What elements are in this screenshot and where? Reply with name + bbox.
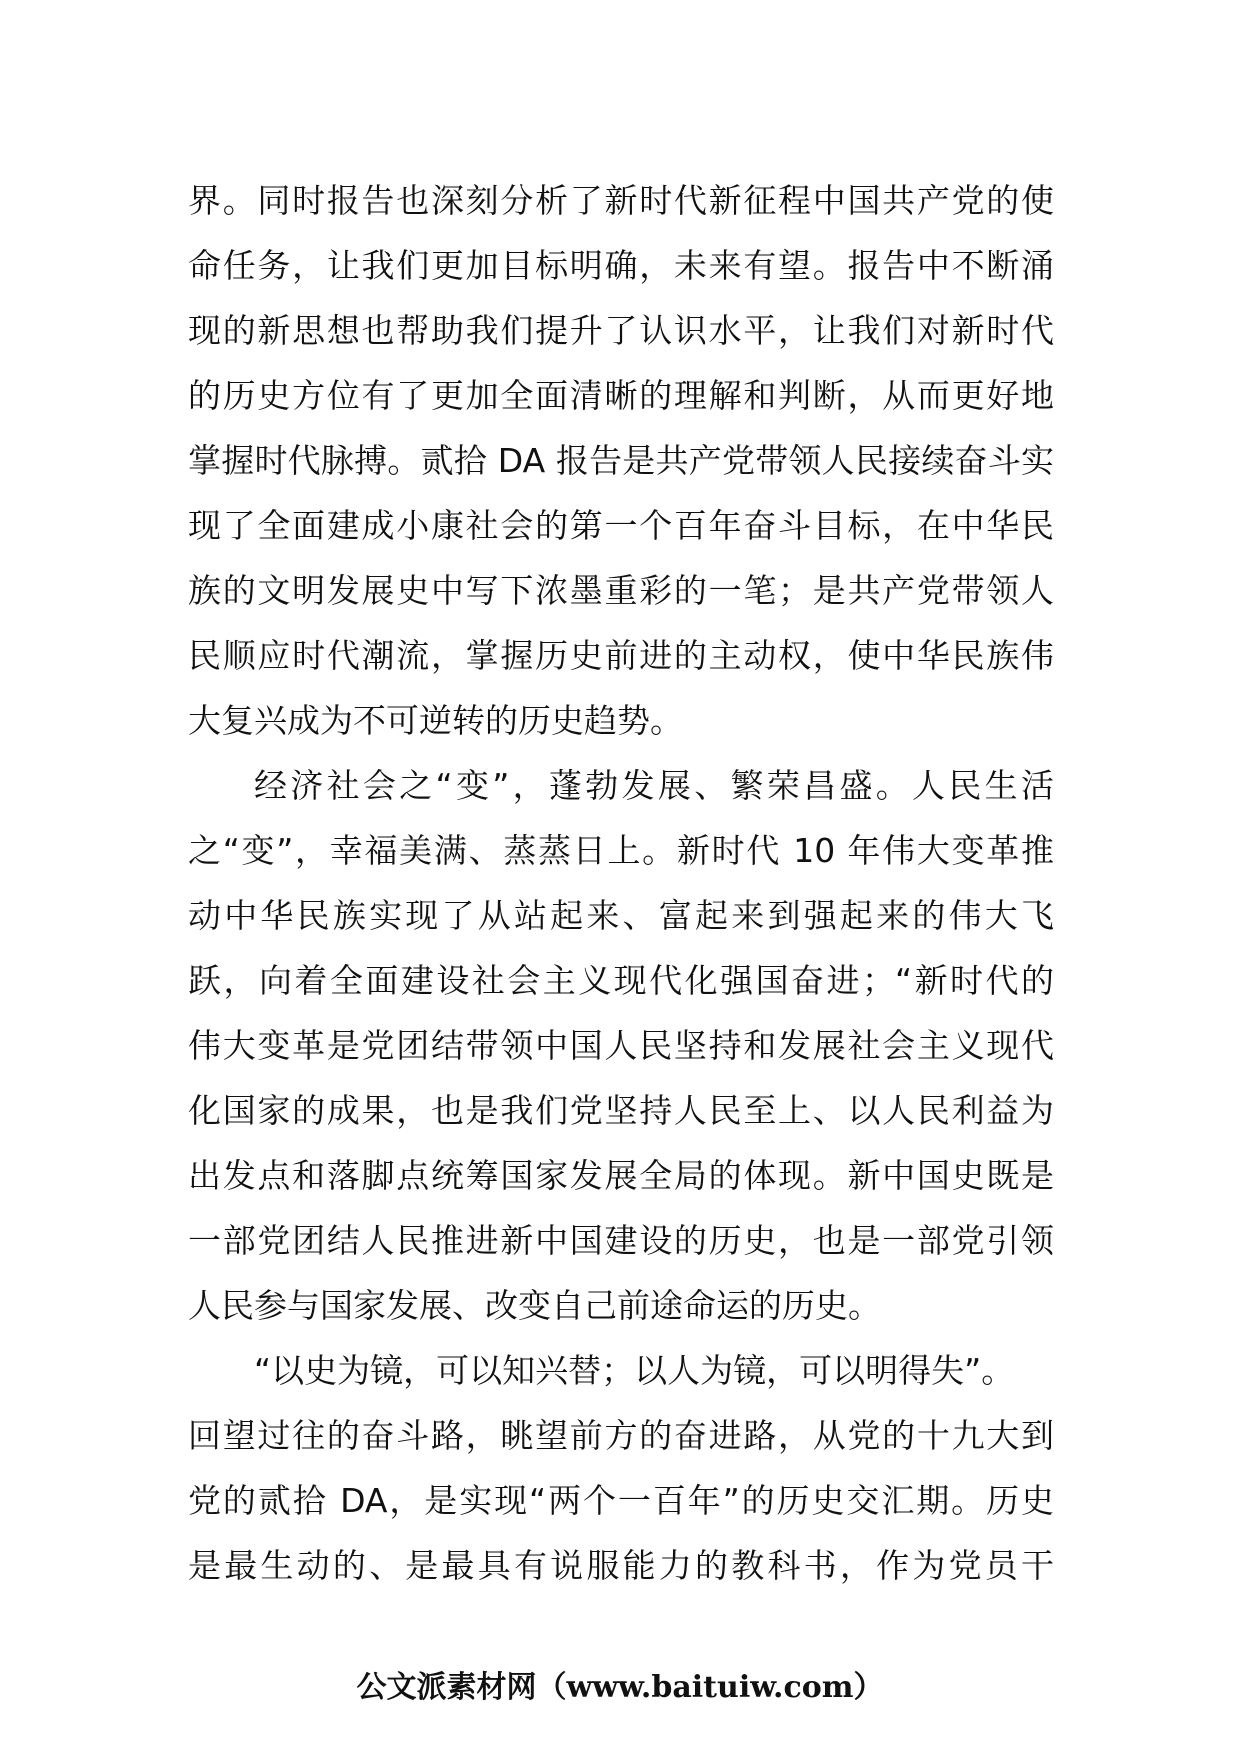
text-line: 大复兴成为不可逆转的历史趋势。 [188,701,683,740]
body-text [188,168,1054,1598]
text-line: 动中华民族实现了从站起来、富起来到强起来的伟大飞 [188,896,1054,935]
text-line: 命任务，让我们更加目标明确，未来有望。报告中不断涌 [188,246,1054,285]
text-line: 化国家的成果，也是我们党坚持人民至上、以人民利益为 [188,1091,1054,1130]
text-line: 现的新思想也帮助我们提升了认识水平，让我们对新时代 [188,311,1054,350]
text-line: 界。同时报告也深刻分析了新时代新征程中国共产党的使 [188,181,1054,220]
text-line: 人民参与国家发展、改变自己前途命运的历史。 [188,1286,881,1325]
text-line: 的历史方位有了更加全面清晰的理解和判断，从而更好地 [188,376,1054,415]
text-line: 经济社会之“变”，蓬勃发展、繁荣昌盛。人民生活 [254,766,1054,805]
text-line: 之“变”，幸福美满、蒸蒸日上。新时代 10 年伟大变革推 [188,831,1054,870]
text-line: “以史为镜，可以知兴替；以人为镜，可以明得失”。 [254,1351,1015,1390]
site-footer: 公文派素材网（www.baituiw.com） [356,1670,884,1705]
text-line: 伟大变革是党团结带领中国人民坚持和发展社会主义现代 [188,1026,1054,1065]
text-line: 一部党团结人民推进新中国建设的历史，也是一部党引领 [188,1221,1054,1260]
text-line: 掌握时代脉搏。贰拾 DA 报告是共产党带领人民接续奋斗实 [188,441,1054,480]
text-line: 回望过往的奋斗路，眺望前方的奋进路，从党的十九大到 [188,1416,1054,1455]
text-line: 跃，向着全面建设社会主义现代化强国奋进；“新时代的 [188,961,1054,1000]
text-line: 是最生动的、是最具有说服能力的教科书，作为党员干 [188,1546,1054,1585]
text-line: 族的文明发展史中写下浓墨重彩的一笔；是共产党带领人 [188,571,1054,610]
text-line: 民顺应时代潮流，掌握历史前进的主动权，使中华民族伟 [188,636,1054,675]
text-line: 党的贰拾 DA，是实现“两个一百年”的历史交汇期。历史 [188,1481,1054,1520]
text-line: 现了全面建成小康社会的第一个百年奋斗目标，在中华民 [188,506,1054,545]
text-line: 出发点和落脚点统筹国家发展全局的体现。新中国史既是 [188,1156,1054,1195]
